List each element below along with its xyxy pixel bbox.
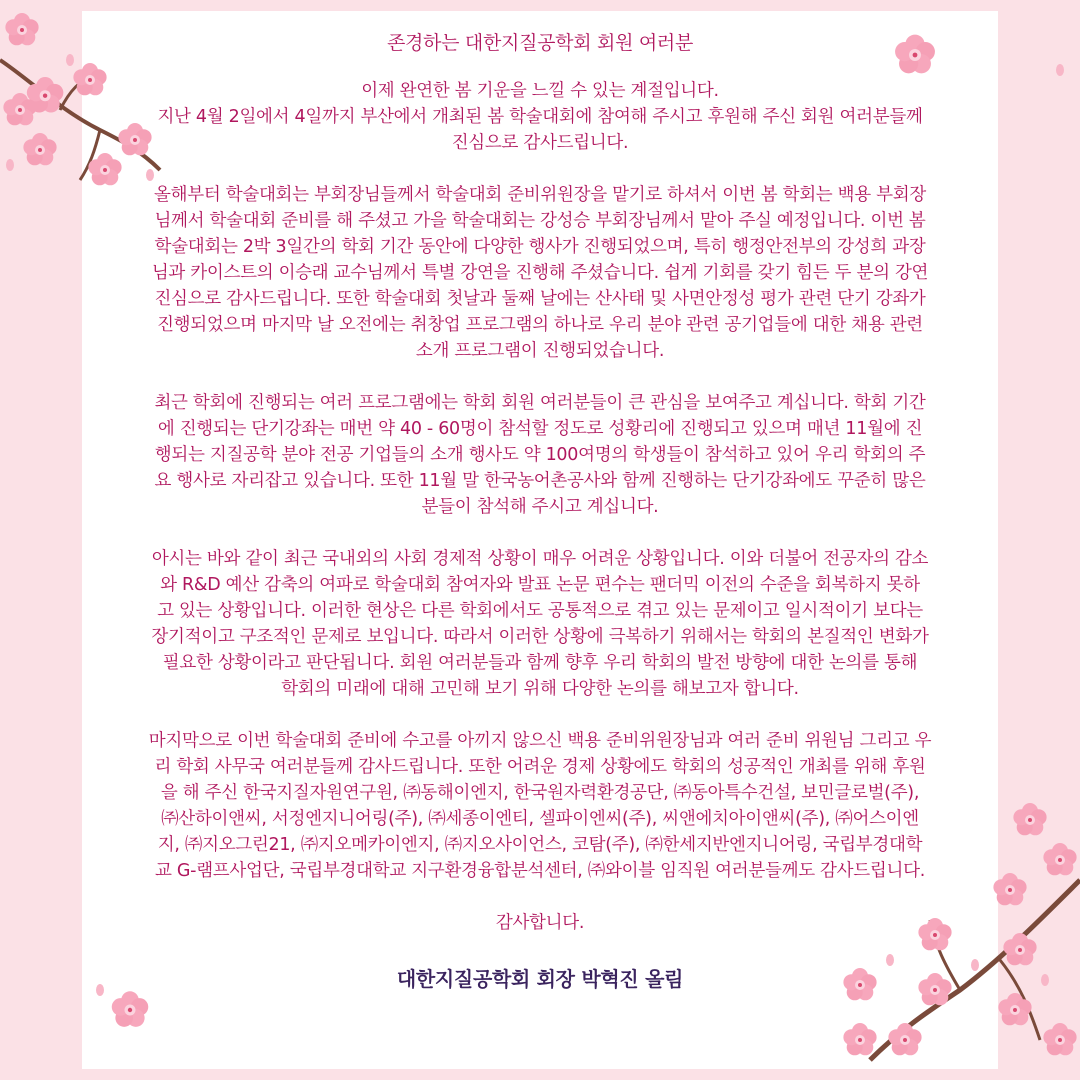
paragraph-line: 학회의 미래에 대해 고민해 보기 위해 다양한 논의를 해보고자 합니다. (281, 679, 799, 699)
paragraph-line: 지난 4월 2일에서 4일까지 부산에서 개최된 봄 학술대회에 참여해 주시고 후원해 주신 회원 여러분들께 (157, 107, 923, 127)
paragraph-line: 필요한 상황이라고 판단됩니다. 회원 여러분들과 함께 향후 우리 학회의 발전 방향에 대한 논의를 통해 (162, 653, 918, 673)
paragraph-line: 님께서 학술대회 준비를 해 주셨고 가을 학술대회는 강성승 부회장님께서 맡아 주실 예정입니다. 이번 봄 (154, 211, 926, 231)
salutation: 존경하는 대한지질공학회 회원 여러분 (386, 32, 694, 54)
paragraph-line: 올해부터 학술대회는 부회장님들께서 학술대회 준비위원장을 맡기로 하셔서 이번 봄 학회는 백용 부회장 (154, 185, 926, 205)
paragraph-line: 에 진행되는 단기강좌는 매번 약 40 - 60명이 참석할 정도로 성황리에 진행되고 있으며 매년 11월에 진 (157, 419, 923, 439)
letter-paragraph (130, 182, 950, 364)
letter-body (130, 30, 950, 992)
letter-paragraph (130, 390, 950, 520)
paragraph-line: 장기적이고 구조적인 문제로 보입니다. 따라서 이러한 상황에 극복하기 위해서는 학회의 본질적인 변화가 (151, 627, 929, 647)
paragraph-line: 아시는 바와 같이 최근 국내외의 사회 경제적 상황이 매우 어려운 상황입니다. 이와 더불어 전공자의 감소 (151, 549, 929, 569)
paragraph-line: 을 해 주신 한국지질자원연구원, ㈜동해이엔지, 한국원자력환경공단, ㈜동아특수건설, 보민글로벌(주), (160, 783, 920, 803)
paragraph-line: 진심으로 감사드립니다. 또한 학술대회 첫날과 둘째 날에는 산사태 및 사면안정성 평가 관련 단기 강좌가 (154, 289, 926, 309)
paragraph-line: ㈜산하이앤씨, 서정엔지니어링(주), ㈜세종이엔티, 셀파이엔씨(주), 씨앤에치아이앤씨(주), ㈜어스이엔 (161, 809, 919, 829)
paragraph-line: 지, ㈜지오그린21, ㈜지오메카이엔지, ㈜지오사이언스, 코탐(주), ㈜한세지반엔지니어링, 국립부경대학 (157, 835, 923, 855)
paragraph-line: 님과 카이스트의 이승래 교수님께서 특별 강연을 진행해 주셨습니다. 쉽게 기회를 갖기 힘든 두 분의 강연 (151, 263, 929, 283)
closing-thanks: 감사합니다. (495, 913, 585, 933)
letter-paragraph (130, 546, 950, 702)
paragraph-line: 진심으로 감사드립니다. (451, 133, 629, 153)
paragraph-line: 학술대회는 2박 3일간의 학회 기간 동안에 다양한 행사가 진행되었으며, 특히 행정안전부의 강성희 과장 (154, 237, 926, 257)
paragraph-line: 이제 완연한 봄 기운을 느낄 수 있는 계절입니다. (361, 81, 719, 101)
paragraph-line: 분들이 참석해 주시고 계십니다. (421, 497, 659, 517)
paragraph-line: 진행되었으며 마지막 날 오전에는 취창업 프로그램의 하나로 우리 분야 관련 공기업들에 대한 채용 관련 (157, 315, 923, 335)
paragraph-line: 고 있는 상황입니다. 이러한 현상은 다른 학회에서도 공통적으로 겪고 있는 문제이고 일시적이기 보다는 (157, 601, 923, 621)
paragraph-line: 최근 학회에 진행되는 여러 프로그램에는 학회 회원 여러분들이 큰 관심을 보여주고 계십니다. 학회 기간 (154, 393, 926, 413)
letter-paragraph (130, 728, 950, 884)
paragraph-line: 와 R&D 예산 감축의 여파로 학술대회 참여자와 발표 논문 편수는 팬더믹 이전의 수준을 회복하지 못하 (160, 575, 920, 595)
letter-paragraph (130, 78, 950, 156)
paragraph-line: 교 G-램프사업단, 국립부경대학교 지구환경융합분석센터, ㈜와이블 임직원 여러분들께도 감사드립니다. (155, 861, 925, 881)
paragraph-line: 소개 프로그램이 진행되었습니다. (415, 341, 665, 361)
paragraph-line: 리 학회 사무국 여러분들께 감사드립니다. 또한 어려운 경제 상황에도 학회의 성공적인 개최를 위해 후원 (154, 757, 926, 777)
paragraph-line: 마지막으로 이번 학술대회 준비에 수고를 아끼지 않으신 백용 준비위원장님과 여러 준비 위원님 그리고 우 (148, 731, 932, 751)
paragraph-line: 행되는 지질공학 분야 전공 기업들의 소개 행사도 약 100여명의 학생들이 참석하고 있어 우리 학회의 주 (154, 445, 926, 465)
signature: 대한지질공학회 회장 박혁진 올림 (396, 967, 684, 991)
paragraph-line: 요 행사로 자리잡고 있습니다. 또한 11월 말 한국농어촌공사와 함께 진행하는 단기강좌에도 꾸준히 많은 (154, 471, 926, 491)
